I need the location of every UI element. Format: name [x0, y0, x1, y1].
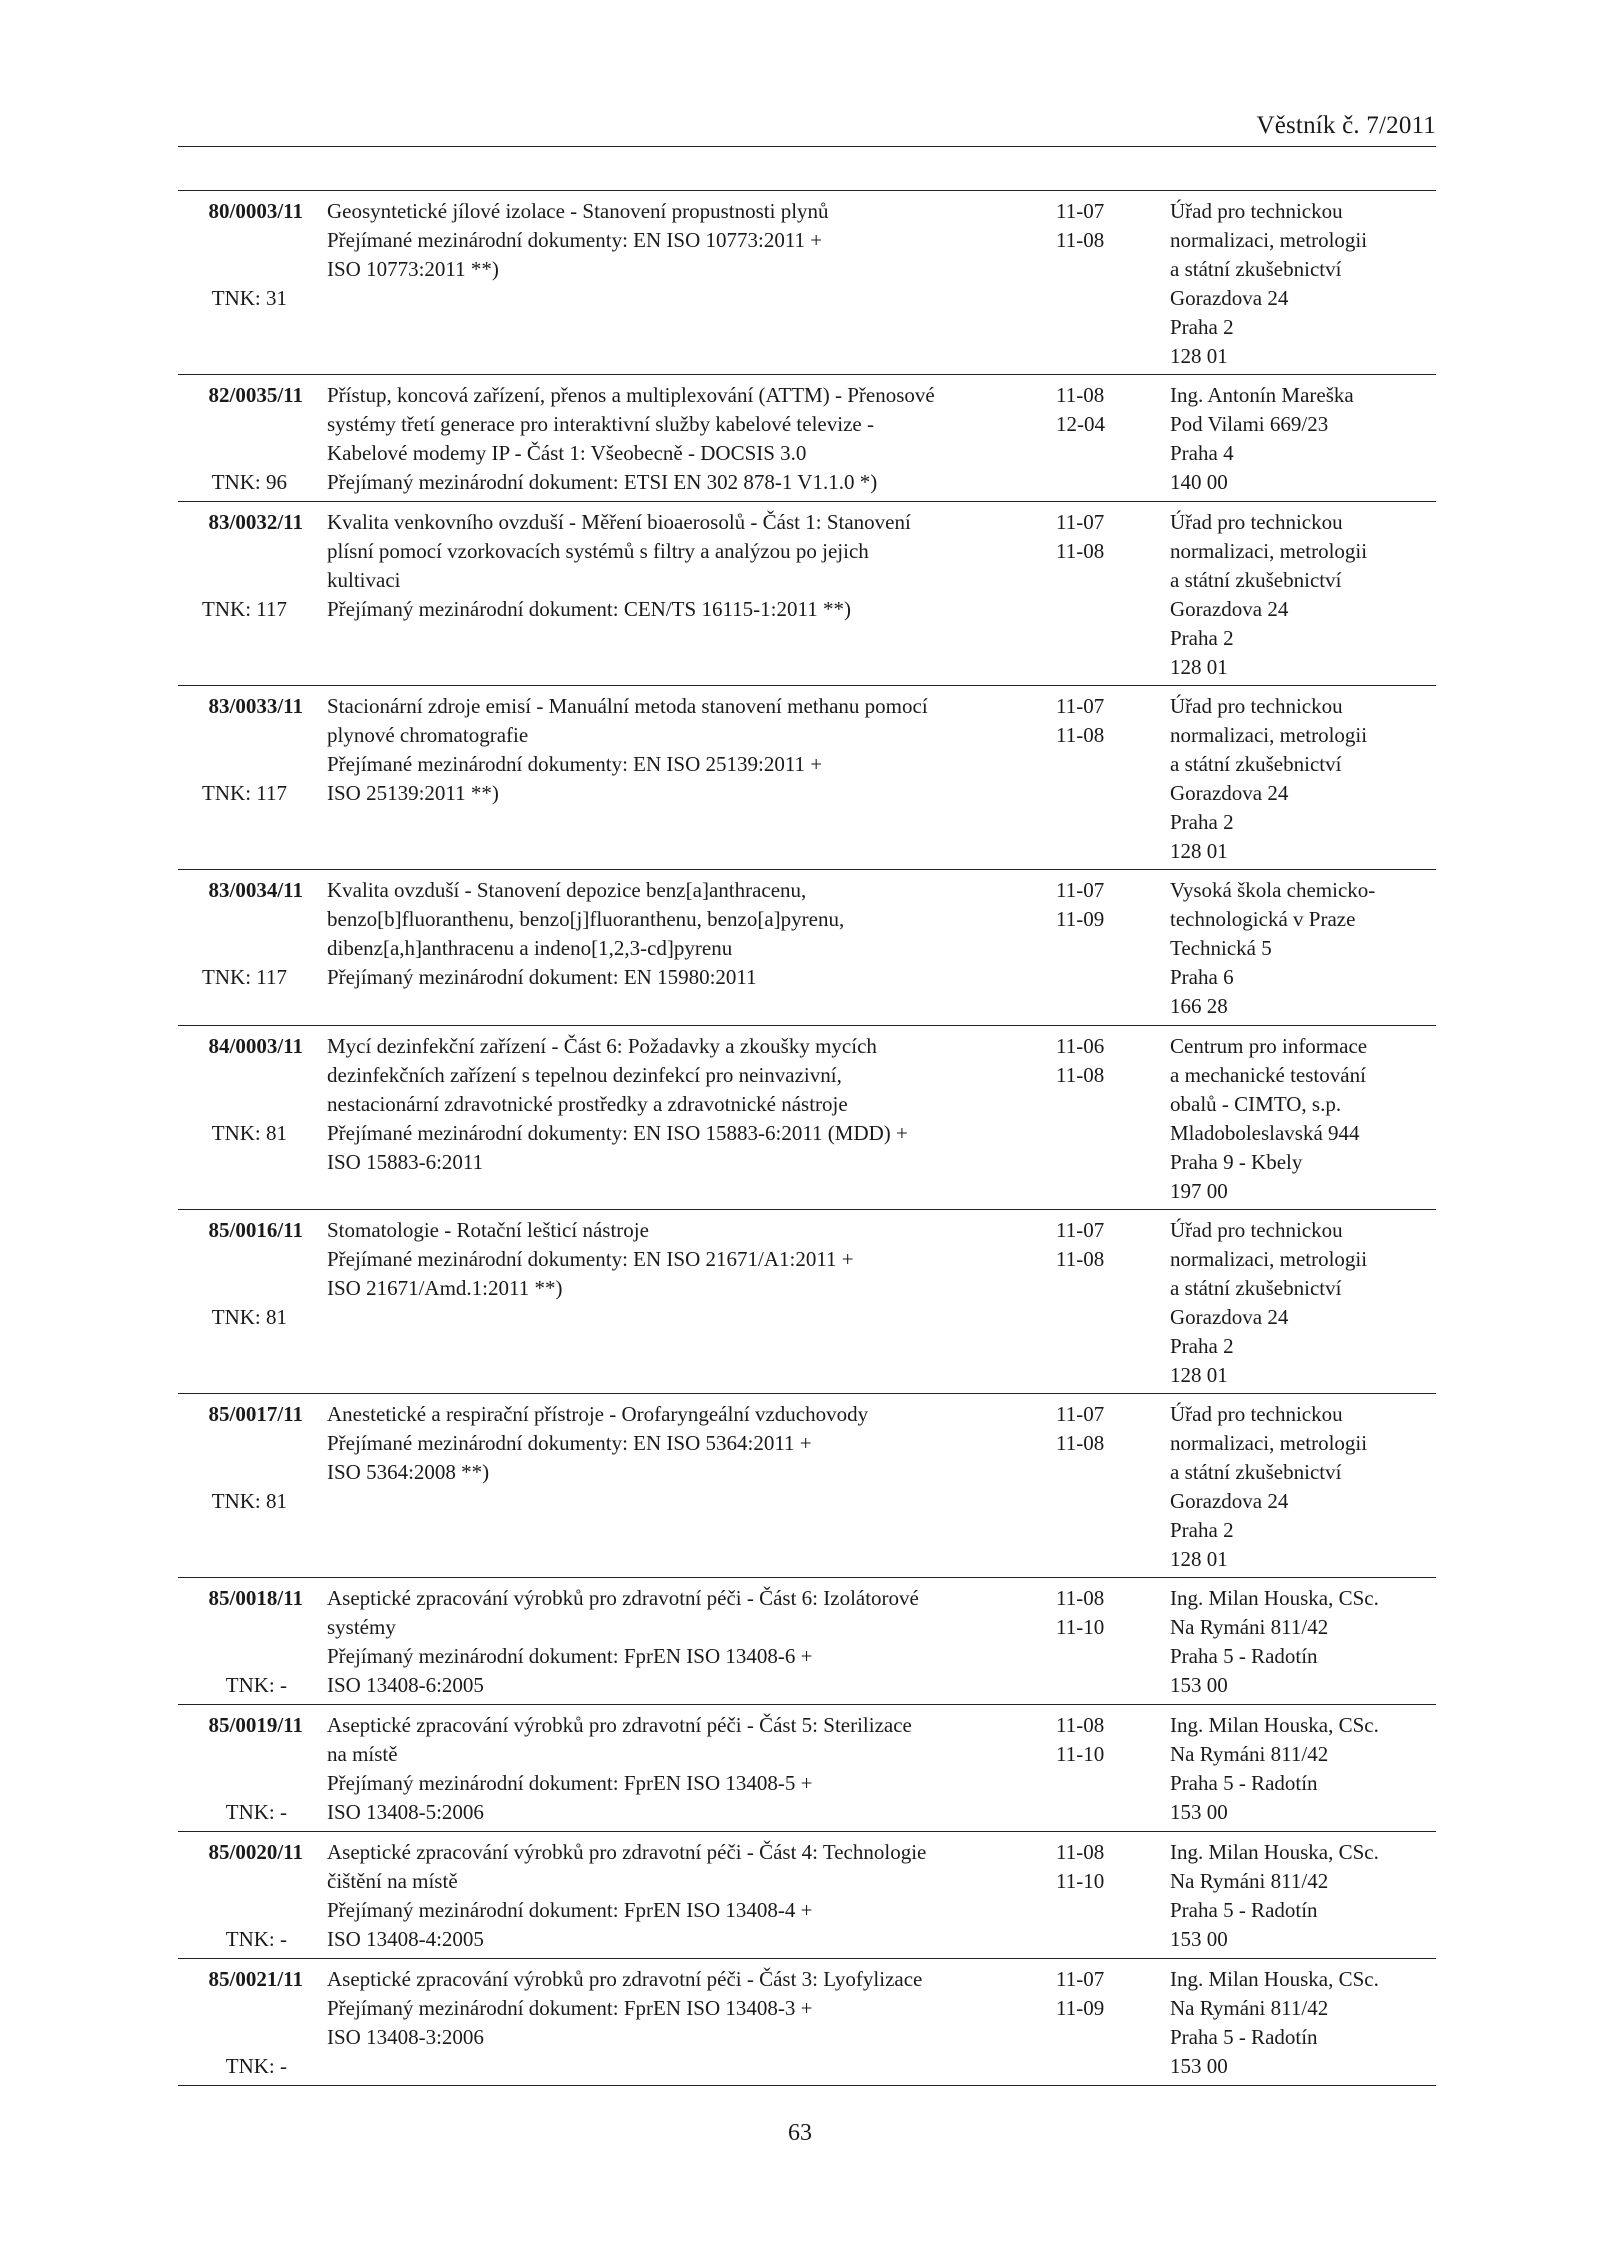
record-id: 82/0035/11 [208, 383, 303, 407]
address-line: 128 01 [1170, 839, 1228, 863]
record-dates [1056, 876, 1136, 934]
description-line: dibenz[a,h]anthracenu a indeno[1,2,3-cd]pyrenu [327, 936, 733, 960]
description-line: Přejímané mezinárodní dokumenty: EN ISO 21671/A1:2011 + [327, 1247, 854, 1271]
record-id: 85/0020/11 [208, 1840, 303, 1864]
record-address [1170, 1400, 1436, 1574]
date-line: 11-07 [1056, 510, 1105, 534]
address-line: 197 00 [1170, 1179, 1228, 1203]
record-dates [1056, 692, 1136, 750]
record-address [1170, 1838, 1436, 1954]
address-line: normalizaci, metrologii [1170, 228, 1368, 252]
page-header [178, 110, 1436, 147]
date-line: 11-10 [1056, 1742, 1105, 1766]
address-line: a státní zkušebnictví [1170, 257, 1342, 281]
description-line: Aseptické zpracování výrobků pro zdravotní péči - Část 4: Technologie [327, 1840, 927, 1864]
address-line: Úřad pro technickou [1170, 694, 1343, 718]
description-line: Přejímaný mezinárodní dokument: FprEN ISO 13408-3 + [327, 1996, 813, 2020]
record-dates [1056, 1032, 1136, 1090]
record-tnk: TNK: - [225, 1673, 287, 1697]
record-address [1170, 1711, 1436, 1827]
date-line: 11-08 [1056, 383, 1105, 407]
description-line: Přejímané mezinárodní dokumenty: EN ISO 15883-6:2011 (MDD) + [327, 1121, 908, 1145]
address-line: Ing. Milan Houska, CSc. [1170, 1840, 1379, 1864]
record-address [1170, 1584, 1436, 1700]
record-address [1170, 1965, 1436, 2081]
address-line: Ing. Milan Houska, CSc. [1170, 1586, 1379, 1610]
description-line: ISO 21671/Amd.1:2011 **) [327, 1276, 563, 1300]
address-line: Praha 5 - Radotín [1170, 1898, 1318, 1922]
date-line: 11-07 [1056, 199, 1105, 223]
address-line: 128 01 [1170, 344, 1228, 368]
address-line: Praha 5 - Radotín [1170, 1644, 1318, 1668]
record-dates [1056, 381, 1136, 439]
address-line: Praha 2 [1170, 1518, 1234, 1542]
record-tnk: TNK: 96 [211, 470, 287, 494]
address-line: Praha 2 [1170, 315, 1234, 339]
description-line: na místě [327, 1742, 398, 1766]
record [178, 190, 1436, 374]
page-number: 63 [788, 2120, 812, 2146]
description-line: Stomatologie - Rotační lešticí nástroje [327, 1218, 649, 1242]
address-line: 128 01 [1170, 1547, 1228, 1571]
description-line: Přejímaný mezinárodní dokument: CEN/TS 16115-1:2011 **) [327, 597, 851, 621]
record-address [1170, 381, 1436, 497]
description-line: nestacionární zdravotnické prostředky a zdravotnické nástroje [327, 1092, 848, 1116]
date-line: 11-07 [1056, 1218, 1105, 1242]
address-line: Gorazdova 24 [1170, 1305, 1289, 1329]
record-tnk: TNK: 117 [202, 781, 287, 805]
address-line: a státní zkušebnictví [1170, 1276, 1342, 1300]
record-dates [1056, 508, 1136, 566]
description-line: Přejímaný mezinárodní dokument: EN 15980:2011 [327, 965, 757, 989]
record-id: 83/0033/11 [208, 694, 303, 718]
address-line: 153 00 [1170, 1673, 1228, 1697]
date-line: 11-07 [1056, 1402, 1105, 1426]
description-line: dezinfekčních zařízení s tepelnou dezinfekcí pro neinvazivní, [327, 1063, 842, 1087]
date-line: 11-07 [1056, 694, 1105, 718]
date-line: 11-09 [1056, 907, 1105, 931]
record [178, 1577, 1436, 1704]
record-tnk: TNK: 81 [211, 1489, 287, 1513]
address-line: a státní zkušebnictví [1170, 752, 1342, 776]
journal-title: Věstník č. 7/2011 [1256, 112, 1436, 139]
date-line: 11-08 [1056, 723, 1105, 747]
date-line: 11-08 [1056, 228, 1105, 252]
record-id: 85/0017/11 [208, 1402, 303, 1426]
address-line: Ing. Milan Houska, CSc. [1170, 1967, 1379, 1991]
address-line: normalizaci, metrologii [1170, 1247, 1368, 1271]
description-line: Přejímaný mezinárodní dokument: FprEN ISO 13408-4 + [327, 1898, 813, 1922]
record-address [1170, 1032, 1436, 1206]
address-line: Gorazdova 24 [1170, 286, 1289, 310]
description-line: Přejímané mezinárodní dokumenty: EN ISO 25139:2011 + [327, 752, 823, 776]
record [178, 1025, 1436, 1209]
address-line: technologická v Praze [1170, 907, 1356, 931]
address-line: 128 01 [1170, 655, 1228, 679]
address-line: Na Rymáni 811/42 [1170, 1615, 1329, 1639]
record-id: 83/0032/11 [208, 510, 303, 534]
record [178, 1831, 1436, 1958]
description-line: Kabelové modemy IP - Část 1: Všeobecně - DOCSIS 3.0 [327, 441, 807, 465]
description-line: ISO 13408-3:2006 [327, 2025, 484, 2049]
description-line: Geosyntetické jílové izolace - Stanovení propustnosti plynů [327, 199, 829, 223]
date-line: 11-07 [1056, 878, 1105, 902]
record-tnk: TNK: - [225, 1927, 287, 1951]
record-id: 85/0016/11 [208, 1218, 303, 1242]
address-line: Na Rymáni 811/42 [1170, 1869, 1329, 1893]
address-line: Praha 2 [1170, 1334, 1234, 1358]
address-line: Na Rymáni 811/42 [1170, 1742, 1329, 1766]
record-dates [1056, 1838, 1136, 1896]
record-dates [1056, 1400, 1136, 1458]
address-line: Technická 5 [1170, 936, 1272, 960]
address-line: normalizaci, metrologii [1170, 1431, 1368, 1455]
description-line: Přejímané mezinárodní dokumenty: EN ISO 10773:2011 + [327, 228, 823, 252]
address-line: a mechanické testování [1170, 1063, 1366, 1087]
address-line: 153 00 [1170, 1800, 1228, 1824]
record-address [1170, 692, 1436, 866]
record-tnk: TNK: 117 [202, 597, 287, 621]
address-line: Praha 5 - Radotín [1170, 1771, 1318, 1795]
address-line: Gorazdova 24 [1170, 781, 1289, 805]
record-tnk: TNK: 31 [211, 286, 287, 310]
description-line: Aseptické zpracování výrobků pro zdravotní péči - Část 6: Izolátorové [327, 1586, 919, 1610]
date-line: 11-08 [1056, 1840, 1105, 1864]
record [178, 1958, 1436, 2086]
record-address [1170, 197, 1436, 371]
address-line: obalů - CIMTO, s.p. [1170, 1092, 1342, 1116]
address-line: Gorazdova 24 [1170, 1489, 1289, 1513]
description-line: systémy třetí generace pro interaktivní služby kabelové televize - [327, 412, 874, 436]
address-line: Praha 9 - Kbely [1170, 1150, 1303, 1174]
record [178, 685, 1436, 869]
address-line: Mladoboleslavská 944 [1170, 1121, 1360, 1145]
date-line: 11-09 [1056, 1996, 1105, 2020]
description-line: ISO 5364:2008 **) [327, 1460, 490, 1484]
description-line: ISO 13408-4:2005 [327, 1927, 484, 1951]
address-line: Vysoká škola chemicko- [1170, 878, 1376, 902]
description-line: ISO 13408-6:2005 [327, 1673, 484, 1697]
record-dates [1056, 197, 1136, 255]
record [178, 501, 1436, 685]
record [178, 1209, 1436, 1393]
address-line: 153 00 [1170, 1927, 1228, 1951]
address-line: a státní zkušebnictví [1170, 568, 1342, 592]
record-address [1170, 508, 1436, 682]
address-line: Praha 5 - Radotín [1170, 2025, 1318, 2049]
record-dates [1056, 1711, 1136, 1769]
address-line: 128 01 [1170, 1363, 1228, 1387]
description-line: Přejímaný mezinárodní dokument: FprEN ISO 13408-5 + [327, 1771, 813, 1795]
date-line: 11-10 [1056, 1615, 1105, 1639]
record-id: 80/0003/11 [208, 199, 303, 223]
date-line: 11-08 [1056, 1063, 1105, 1087]
record-address [1170, 1216, 1436, 1390]
description-line: Přejímané mezinárodní dokumenty: EN ISO 5364:2011 + [327, 1431, 812, 1455]
address-line: Úřad pro technickou [1170, 199, 1343, 223]
address-line: 140 00 [1170, 470, 1228, 494]
address-line: normalizaci, metrologii [1170, 723, 1368, 747]
record-tnk: TNK: - [225, 1800, 287, 1824]
address-line: Praha 6 [1170, 965, 1234, 989]
record-id: 85/0019/11 [208, 1713, 303, 1737]
address-line: Ing. Milan Houska, CSc. [1170, 1713, 1379, 1737]
description-line: Aseptické zpracování výrobků pro zdravotní péči - Část 5: Sterilizace [327, 1713, 912, 1737]
record-id: 84/0003/11 [208, 1034, 303, 1058]
description-line: Anestetické a respirační přístroje - Orofaryngeální vzduchovody [327, 1402, 869, 1426]
record-tnk: TNK: 81 [211, 1305, 287, 1329]
description-line: Přístup, koncová zařízení, přenos a multiplexování (ATTM) - Přenosové [327, 383, 935, 407]
date-line: 11-08 [1056, 1586, 1105, 1610]
description-line: Aseptické zpracování výrobků pro zdravotní péči - Část 3: Lyofylizace [327, 1967, 923, 1991]
record [178, 1393, 1436, 1577]
record [178, 869, 1436, 1025]
record [178, 374, 1436, 501]
record-tnk: TNK: - [225, 2054, 287, 2078]
address-line: normalizaci, metrologii [1170, 539, 1368, 563]
date-line: 11-06 [1056, 1034, 1105, 1058]
address-line: Na Rymáni 811/42 [1170, 1996, 1329, 2020]
description-line: ISO 10773:2011 **) [327, 257, 499, 281]
record [178, 1704, 1436, 1831]
date-line: 11-08 [1056, 1431, 1105, 1455]
description-line: ISO 25139:2011 **) [327, 781, 499, 805]
date-line: 12-04 [1056, 412, 1105, 436]
address-line: Úřad pro technickou [1170, 1218, 1343, 1242]
record-id: 85/0018/11 [208, 1586, 303, 1610]
description-line: Stacionární zdroje emisí - Manuální metoda stanovení methanu pomocí [327, 694, 928, 718]
record-id: 83/0034/11 [208, 878, 303, 902]
date-line: 11-08 [1056, 1247, 1105, 1271]
record-address [1170, 876, 1436, 1021]
date-line: 11-08 [1056, 1713, 1105, 1737]
description-line: Přejímaný mezinárodní dokument: ETSI EN 302 878-1 V1.1.0 *) [327, 470, 878, 494]
record-dates [1056, 1965, 1136, 2023]
description-line: Přejímaný mezinárodní dokument: FprEN ISO 13408-6 + [327, 1644, 813, 1668]
description-line: systémy [327, 1615, 396, 1639]
address-line: Gorazdova 24 [1170, 597, 1289, 621]
description-line: čištění na místě [327, 1869, 458, 1893]
address-line: Praha 2 [1170, 626, 1234, 650]
record-id: 85/0021/11 [208, 1967, 303, 1991]
record-tnk: TNK: 81 [211, 1121, 287, 1145]
description-line: Mycí dezinfekční zařízení - Část 6: Požadavky a zkoušky mycích [327, 1034, 877, 1058]
date-line: 11-07 [1056, 1967, 1105, 1991]
address-line: Centrum pro informace [1170, 1034, 1368, 1058]
date-line: 11-10 [1056, 1869, 1105, 1893]
address-line: 153 00 [1170, 2054, 1228, 2078]
address-line: Úřad pro technickou [1170, 1402, 1343, 1426]
address-line: a státní zkušebnictví [1170, 1460, 1342, 1484]
address-line: Pod Vilami 669/23 [1170, 412, 1329, 436]
description-line: Kvalita venkovního ovzduší - Měření bioaerosolů - Část 1: Stanovení [327, 510, 911, 534]
record-tnk: TNK: 117 [202, 965, 287, 989]
description-line: kultivaci [327, 568, 401, 592]
address-line: Ing. Antonín Mareška [1170, 383, 1354, 407]
description-line: ISO 15883-6:2011 [327, 1150, 484, 1174]
address-line: Praha 4 [1170, 441, 1234, 465]
address-line: Praha 2 [1170, 810, 1234, 834]
description-line: plísní pomocí vzorkovacích systémů s filtry a analýzou po jejich [327, 539, 869, 563]
description-line: benzo[b]fluoranthenu, benzo[j]fluoranthenu, benzo[a]pyrenu, [327, 907, 845, 931]
address-line: Úřad pro technickou [1170, 510, 1343, 534]
description-line: plynové chromatografie [327, 723, 529, 747]
address-line: 166 28 [1170, 994, 1228, 1018]
record-dates [1056, 1216, 1136, 1274]
records-table [178, 190, 1436, 2086]
description-line: Kvalita ovzduší - Stanovení depozice benz[a]anthracenu, [327, 878, 807, 902]
description-line: ISO 13408-5:2006 [327, 1800, 484, 1824]
record-dates [1056, 1584, 1136, 1642]
date-line: 11-08 [1056, 539, 1105, 563]
